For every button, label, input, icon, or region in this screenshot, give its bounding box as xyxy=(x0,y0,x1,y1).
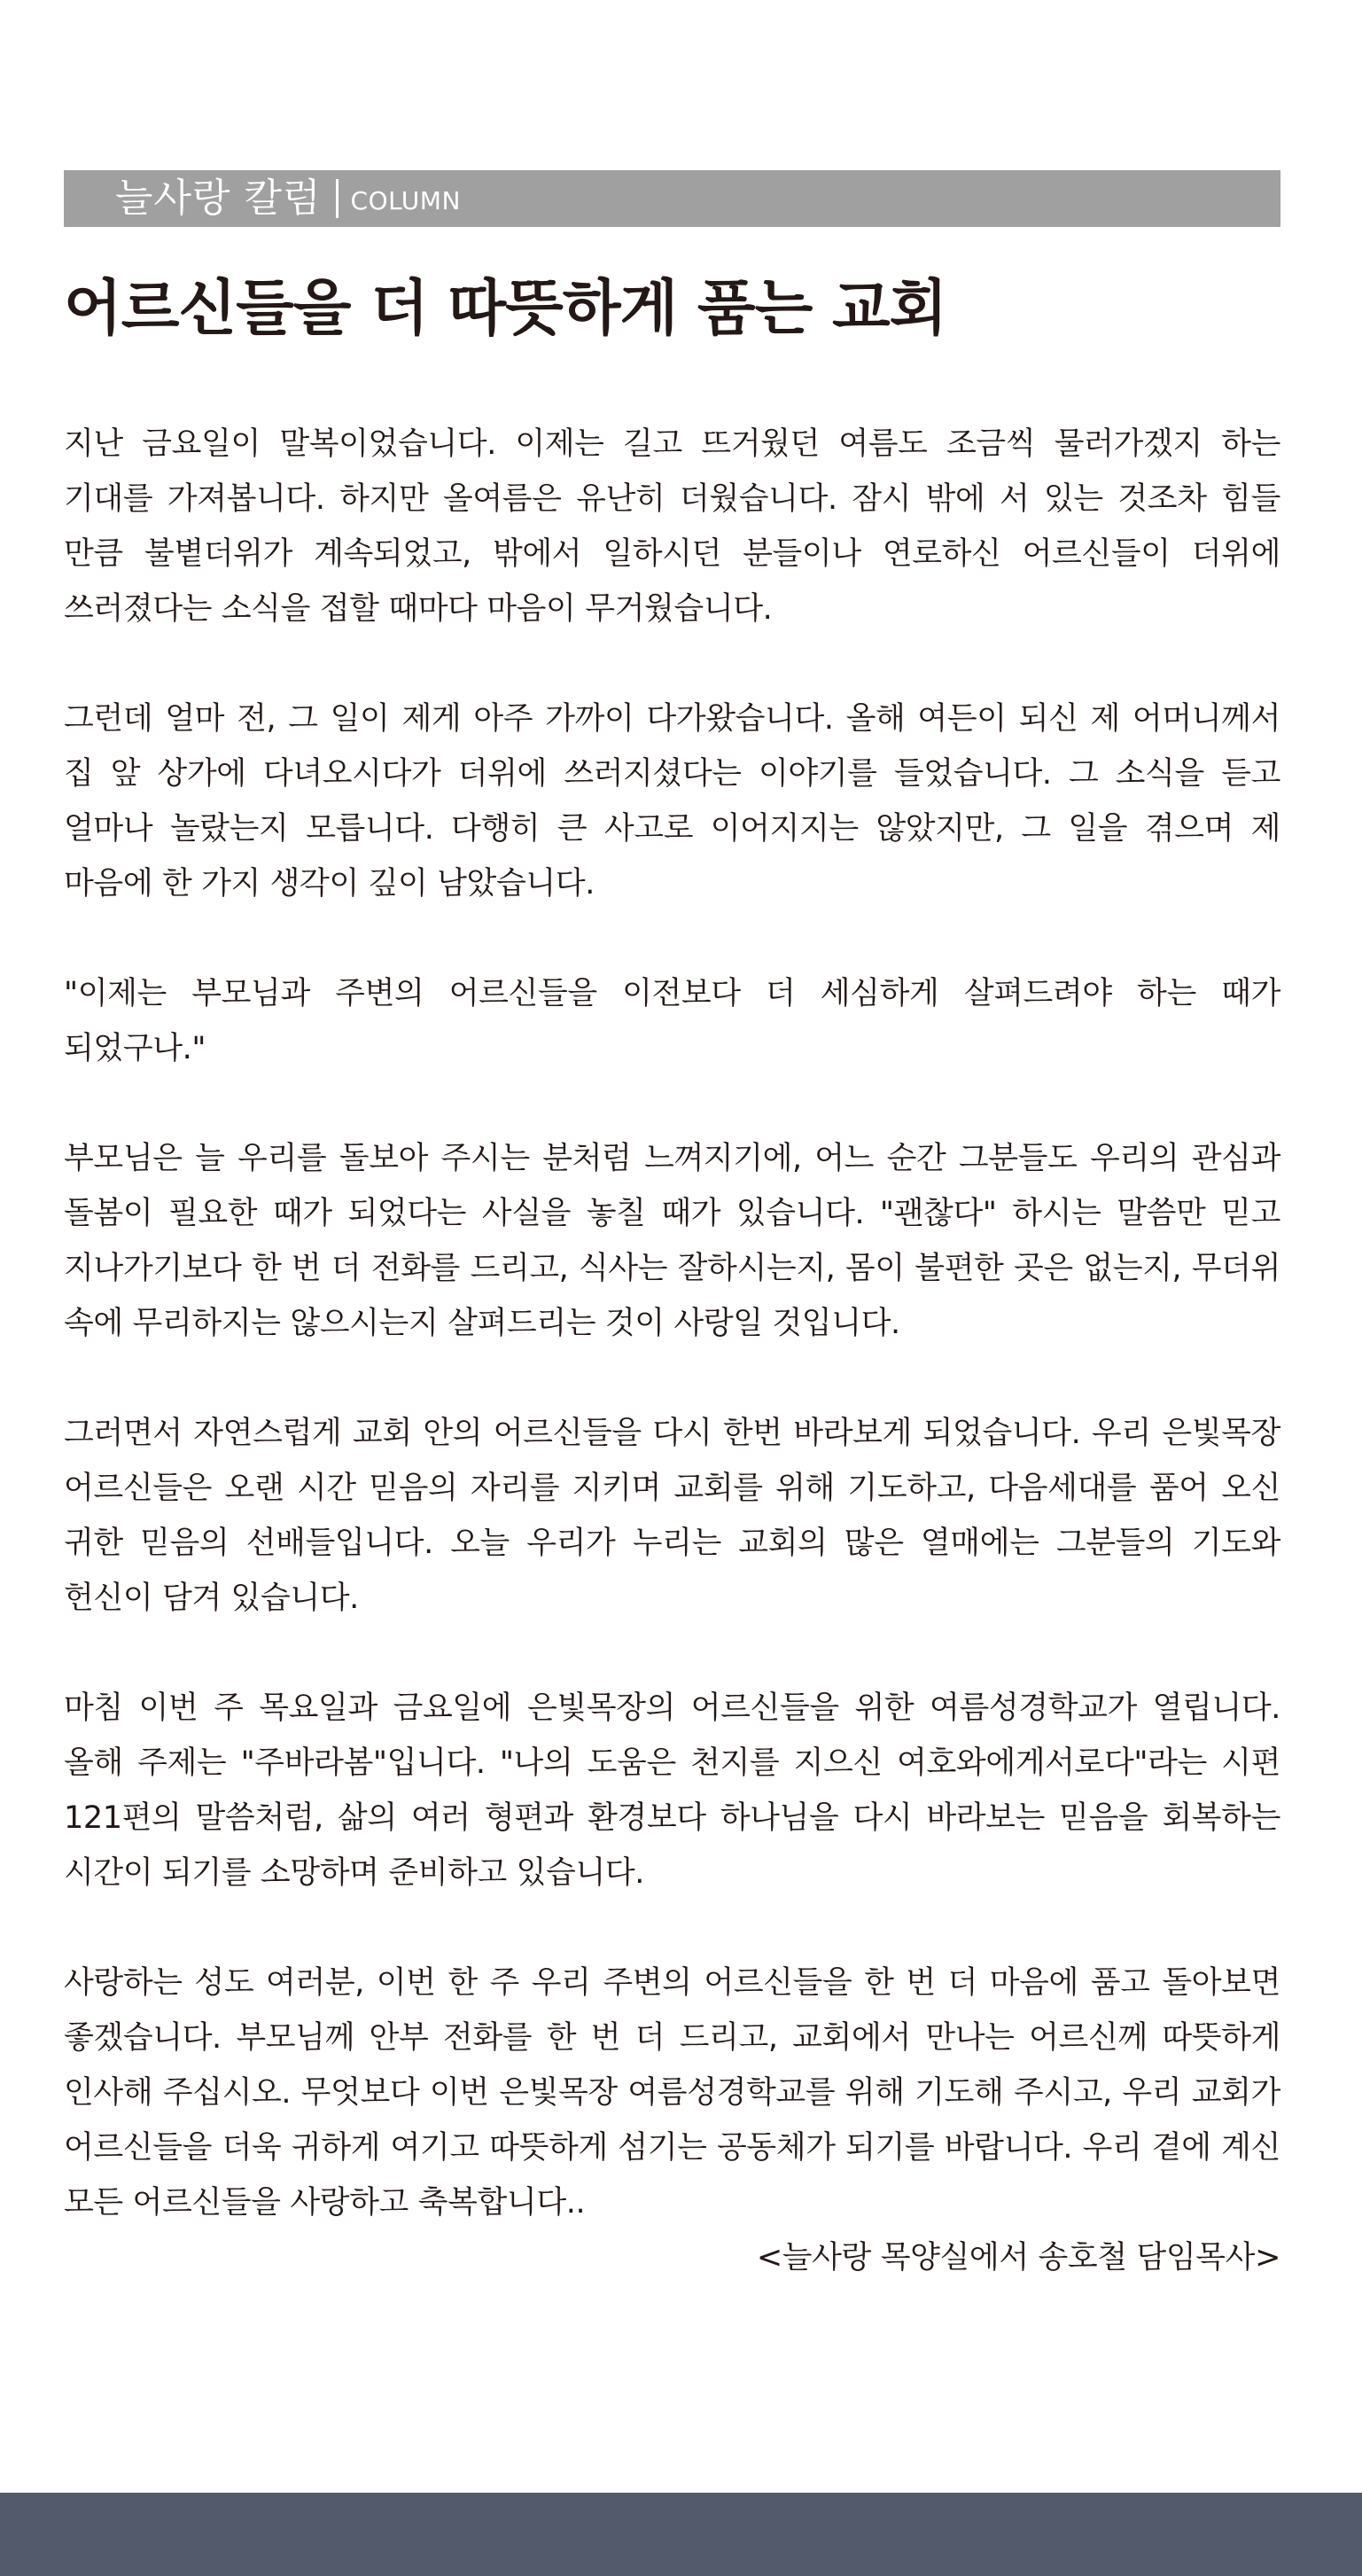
column-header-bar xyxy=(64,170,1280,227)
column-header-subtitle: COLUMN xyxy=(350,186,461,215)
paragraph-2: 그런데 얼마 전, 그 일이 제게 아주 가까이 다가왔습니다. 올해 여든이 되신 제 어머니께서 집 앞 상가에 다녀오시다가 더위에 쓰러지셨다는 이야기를 들었습니다. 그 소식을 듣고 얼마나 놀랐는지 모릅니다. 다행히 큰 사고로 이어지지는 않았지만, 그 일을 겪으며 제 마음에 한 가지 생각이 깊이 남았습니다. xyxy=(64,701,1280,902)
paragraph-1: 지난 금요일이 말복이었습니다. 이제는 길고 뜨거웠던 여름도 조금씩 물러가겠지 하는 기대를 가져봅니다. 하지만 올여름은 유난히 더웠습니다. 잠시 밖에 서 있는 것조차 힘들 만큼 불볕더위가 계속되었고, 밖에서 일하시던 분들이나 연로하신 어르신들이 더위에 쓰러졌다는 소식을 접할 때마다 마음이 무거웠습니다. xyxy=(64,426,1280,627)
author-signature: <늘사랑 목양실에서 송호철 담임목사> xyxy=(756,2240,1280,2275)
paragraph-3-quote: "이제는 부모님과 주변의 어르신들을 이전보다 더 세심하게 살펴드려야 하는 때가 되었구나." xyxy=(64,976,1280,1066)
header-divider xyxy=(336,179,339,218)
footer-bar xyxy=(0,2493,1362,2576)
paragraph-7: 사랑하는 성도 여러분, 이번 한 주 우리 주변의 어르신들을 한 번 더 마음에 품고 돌아보면 좋겠습니다. 부모님께 안부 전화를 한 번 더 드리고, 교회에서 만나는 어르신께 따뜻하게 인사해 주십시오. 무엇보다 이번 은빛목장 여름성경학교를 위해 기도해 주시고, 우리 교회가 어르신들을 더욱 귀하게 여기고 따뜻하게 섬기는 공동체가 되기를 바랍니다. 우리 곁에 계신 모든 어르신들을 사랑하고 축복합니다.. xyxy=(64,1965,1280,2221)
column-header-title: 늘사랑 칼럼 xyxy=(115,176,322,221)
paragraph-6: 마침 이번 주 목요일과 금요일에 은빛목장의 어르신들을 위한 여름성경학교가 열립니다. 올해 주제는 "주바라봄"입니다. "나의 도움은 천지를 지으신 여호와에게서로다"라는 시편 121편의 말씀처럼, 삶의 여러 형편과 환경보다 하나님을 다시 바라보는 믿음을 회복하는 시간이 되기를 소망하며 준비하고 있습니다. xyxy=(64,1690,1280,1891)
article-body xyxy=(64,417,1280,2285)
page-title: 어르신들을 더 따뜻하게 품는 교회 xyxy=(64,274,947,344)
paragraph-4: 부모님은 늘 우리를 돌보아 주시는 분처럼 느껴지기에, 어느 순간 그분들도 우리의 관심과 돌봄이 필요한 때가 되었다는 사실을 놓칠 때가 있습니다. "괜찮다" 하시는 말씀만 믿고 지나가기보다 한 번 더 전화를 드리고, 식사는 잘하시는지, 몸이 불편한 곳은 없는지, 무더위 속에 무리하지는 않으시는지 살펴드리는 것이 사랑일 것입니다. xyxy=(64,1141,1280,1341)
paragraph-5: 그러면서 자연스럽게 교회 안의 어르신들을 다시 한번 바라보게 되었습니다. 우리 은빛목장 어르신들은 오랜 시간 믿음의 자리를 지키며 교회를 위해 기도하고, 다음세대를 품어 오신 귀한 믿음의 선배들입니다. 오늘 우리가 누리는 교회의 많은 열매에는 그분들의 기도와 헌신이 담겨 있습니다. xyxy=(64,1416,1280,1616)
